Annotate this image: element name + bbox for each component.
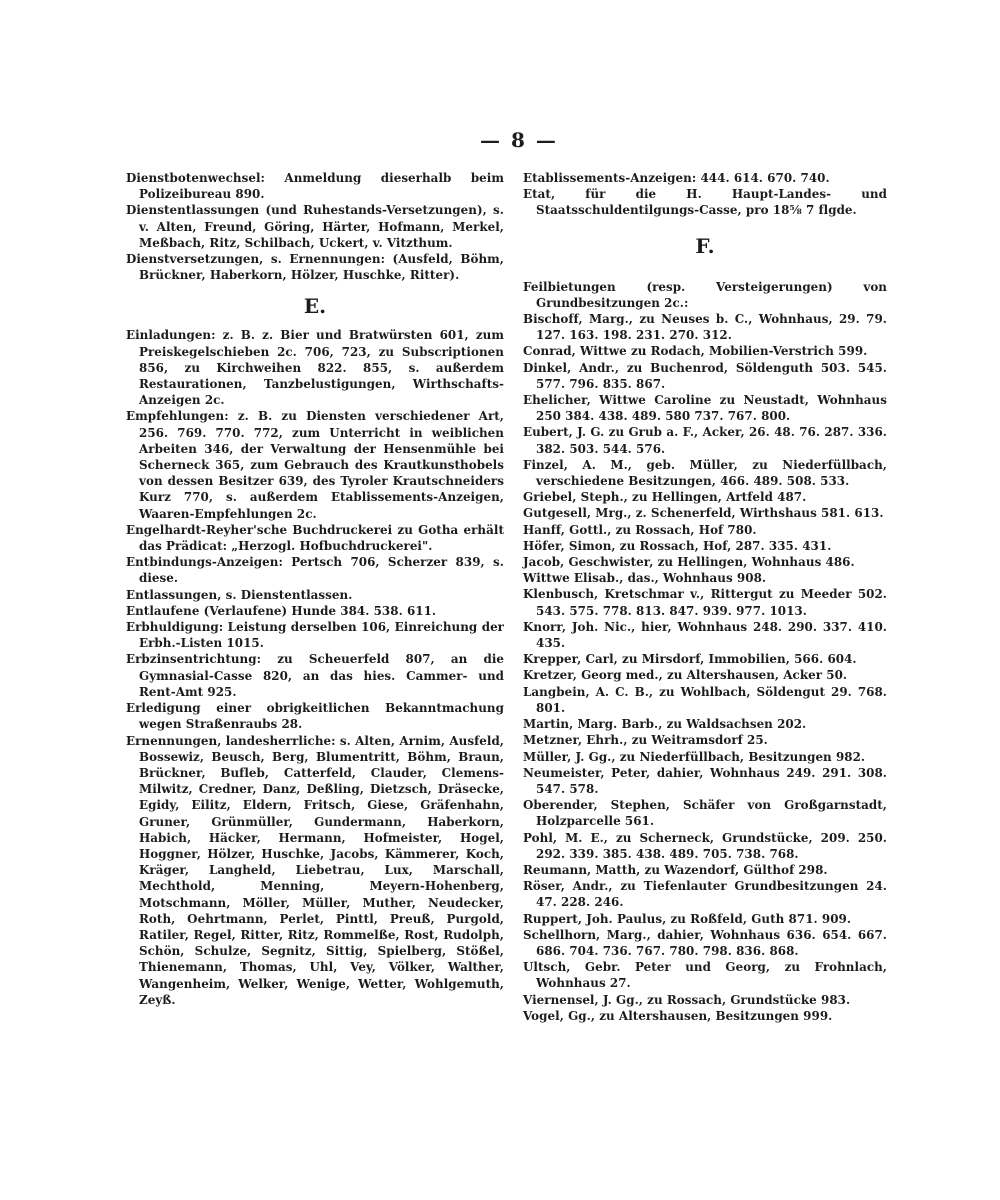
index-entry: Neumeister, Peter, dahier, Wohnhaus 249. 291. 308. 547. 578. <box>523 765 887 796</box>
right-column <box>523 170 887 1024</box>
section-letter-e: E. <box>303 294 327 319</box>
index-entry: Höfer, Simon, zu Rossach, Hof, 287. 335. 431. <box>523 538 832 553</box>
index-entry: Bischoff, Marg., zu Neuses b. C., Wohnhaus, 29. 79. 127. 163. 198. 231. 270. 312. <box>523 312 887 343</box>
index-entry: Conrad, Wittwe zu Rodach, Mobilien-Verstrich 599. <box>523 344 868 359</box>
index-entry: Griebel, Steph., zu Hellingen, Artfeld 487. <box>523 490 807 505</box>
index-entry: Metzner, Ehrh., zu Weitramsdorf 25. <box>523 733 768 748</box>
index-entry: Knorr, Joh. Nic., hier, Wohnhaus 248. 290. 337. 410. 435. <box>523 619 887 651</box>
index-entry: Dienstentlassungen (und Ruhestands-Versetzungen), s. v. Alten, Freund, Göring, Härter, Hofmann, Merkel, Meßbach, Ritz, Schilbach, Uckert, v. Vitzthum. <box>126 203 504 250</box>
index-entry: Kretzer, Georg med., zu Altershausen, Acker 50. <box>523 668 848 683</box>
section-letter-f: F. <box>695 233 715 258</box>
index-entry: Klenbusch, Kretschmar v., Rittergut zu Meeder 502. 543. 575. 778. 813. 847. 939. 977. 1013. <box>523 587 887 618</box>
index-entry: Viernensel, J. Gg., zu Rossach, Grundstücke 983. <box>523 992 851 1007</box>
page-number: — 8 — <box>480 128 558 152</box>
index-entry: Pohl, M. E., zu Scherneck, Grundstücke, 209. 250. 292. 339. 385. 438. 489. 705. 738. 768. <box>523 830 887 861</box>
index-entry: Dinkel, Andr., zu Buchenrod, Söldenguth 503. 545. 577. 796. 835. 867. <box>523 360 887 391</box>
index-entry: Ernennungen, landesherrliche: s. Alten, Arnim, Ausfeld, Bossewiz, Beusch, Berg, Blumentritt, Böhm, Braun, Brückner, Bufleb, Catterfeld, Clauder, Clemens-Milwitz, Credner, Danz, Deßling, Dietzsch, Dräsecke, Egidy, Eilitz, Eldern, Fritsch, Giese, Gräfenhahn, Gruner, Grünmüller, Gundermann, Haberkorn, Habich, Häcker, Hermann, Hofmeister, Hogel, Hoggner, Hölzer, Huschke, Jacobs, Kämmerer, Koch, Kräger, Langheld, Liebetrau, Lux, Marschall, Mechthold, Menning, Meyern-Hohenberg, Motschmann, Möller, Müller, Muther, Neudecker, Roth, Oehrtmann, Perlet, Pinttl, Preuß, Purgold, Ratiler, Regel, Ritter, Ritz, Rommelße, Rost, Rudolph, Schön, Schulze, Segnitz, Sittig, Spielberg, Stößel, Thienemann, Thomas, Uhl, Vey, Völker, Walther, Wangenheim, Welker, Wenige, Wetter, Wohlgemuth, Zeyß. <box>126 733 504 1007</box>
index-entry: Finzel, A. M., geb. Müller, zu Niederfüllbach, verschiedene Besitzungen, 466. 489. 508. 533. <box>523 457 887 489</box>
index-entry: Reumann, Matth, zu Wazendorf, Gülthof 298. <box>523 862 828 877</box>
index-entry: Müller, J. Gg., zu Niederfüllbach, Besitzungen 982. <box>523 749 866 764</box>
index-entry: Wittwe Elisab., das., Wohnhaus 908. <box>523 571 767 586</box>
index-entry: Einladungen: z. B. z. Bier und Bratwürsten 601, zum Preiskegelschieben 2c. 706, 723, zu Subscriptionen 856, zu Kirchweihen 822. 855, s. außerdem Restaurationen, Tanzbelustigungen, Wirthschafts-Anzeigen 2c. <box>126 328 504 408</box>
index-entry: Etablissements-Anzeigen: 444. 614. 670. 740. <box>523 171 830 185</box>
index-entry: Erbzinsentrichtung: zu Scheuerfeld 807, an die Gymnasial-Casse 820, an das hies. Cammer- und Rent-Amt 925. <box>126 652 504 699</box>
index-entry: Entlaufene (Verlaufene) Hunde 384. 538. 611. <box>126 603 437 618</box>
index-entry: Entbindungs-Anzeigen: Pertsch 706, Scherzer 839, s. diese. <box>126 555 504 586</box>
index-entry: Gutgesell, Mrg., z. Schenerfeld, Wirthshaus 581. 613. <box>523 506 884 521</box>
index-entry: Vogel, Gg., zu Altershausen, Besitzungen 999. <box>523 1008 833 1023</box>
index-entry: Erledigung einer obrigkeitlichen Bekanntmachung wegen Straßenraubs 28. <box>126 701 504 732</box>
index-entry: Erbhuldigung: Leistung derselben 106, Einreichung der Erbh.-Listen 1015. <box>126 620 504 651</box>
index-entry: Eubert, J. G. zu Grub a. F., Acker, 26. 48. 76. 287. 336. 382. 503. 544. 576. <box>523 425 887 456</box>
index-entry: Ehelicher, Wittwe Caroline zu Neustadt, Wohnhaus 250 384. 438. 489. 580 737. 767. 800. <box>523 393 887 424</box>
index-entry: Engelhardt-Reyher'sche Buchdruckerei zu Gotha erhält das Prädicat: „Herzogl. Hofbuchdruckerei". <box>126 522 504 554</box>
index-entry: Oberender, Stephen, Schäfer von Großgarnstadt, Holzparcelle 561. <box>523 798 887 829</box>
index-entry: Hanff, Gottl., zu Rossach, Hof 780. <box>523 522 757 537</box>
index-entry: Dienstbotenwechsel: Anmeldung dieserhalb beim Polizeibureau 890. <box>126 171 504 202</box>
index-entry: Langbein, A. C. B., zu Wohlbach, Söldengut 29. 768. 801. <box>523 684 887 715</box>
index-entry: Dienstversetzungen, s. Ernennungen: (Ausfeld, Böhm, Brückner, Haberkorn, Hölzer, Huschke, Ritter). <box>126 252 504 283</box>
index-entry: Krepper, Carl, zu Mirsdorf, Immobilien, 566. 604. <box>523 652 857 667</box>
index-entry: Ultsch, Gebr. Peter und Georg, zu Frohnlach, Wohnhaus 27. <box>523 960 887 991</box>
index-entry: Schellhorn, Marg., dahier, Wohnhaus 636. 654. 667. 686. 704. 736. 767. 780. 798. 836. 868. <box>523 927 887 958</box>
left-column <box>126 170 504 1008</box>
index-entry: Jacob, Geschwister, zu Hellingen, Wohnhaus 486. <box>523 555 855 570</box>
index-entry: Ruppert, Joh. Paulus, zu Roßfeld, Guth 871. 909. <box>523 911 852 926</box>
index-entry: Etat, für die H. Haupt-Landes- und Staatsschuldentilgungs-Casse, pro 18⅝ 7 flgde. <box>523 187 887 218</box>
index-entry: Entlassungen, s. Dienstentlassen. <box>126 587 353 602</box>
index-entry: Martin, Marg. Barb., zu Waldsachsen 202. <box>523 717 807 732</box>
index-entry: Feilbietungen (resp. Versteigerungen) von Grundbesitzungen 2c.: <box>523 279 887 310</box>
index-entry: Empfehlungen: z. B. zu Diensten verschiedener Art, 256. 769. 770. 772, zum Unterricht in weiblichen Arbeiten 346, der Verwaltung der Hensenmühle bei Scherneck 365, zum Gebrauch des Krautkunsthobels von dessen Besitzer 639, des Tyroler Krautschneiders Kurz 770, s. außerdem Etablissements-Anzeigen, Waaren-Empfehlungen 2c. <box>126 409 504 521</box>
index-entry: Röser, Andr., zu Tiefenlauter Grundbesitzungen 24. 47. 228. 246. <box>523 879 887 910</box>
